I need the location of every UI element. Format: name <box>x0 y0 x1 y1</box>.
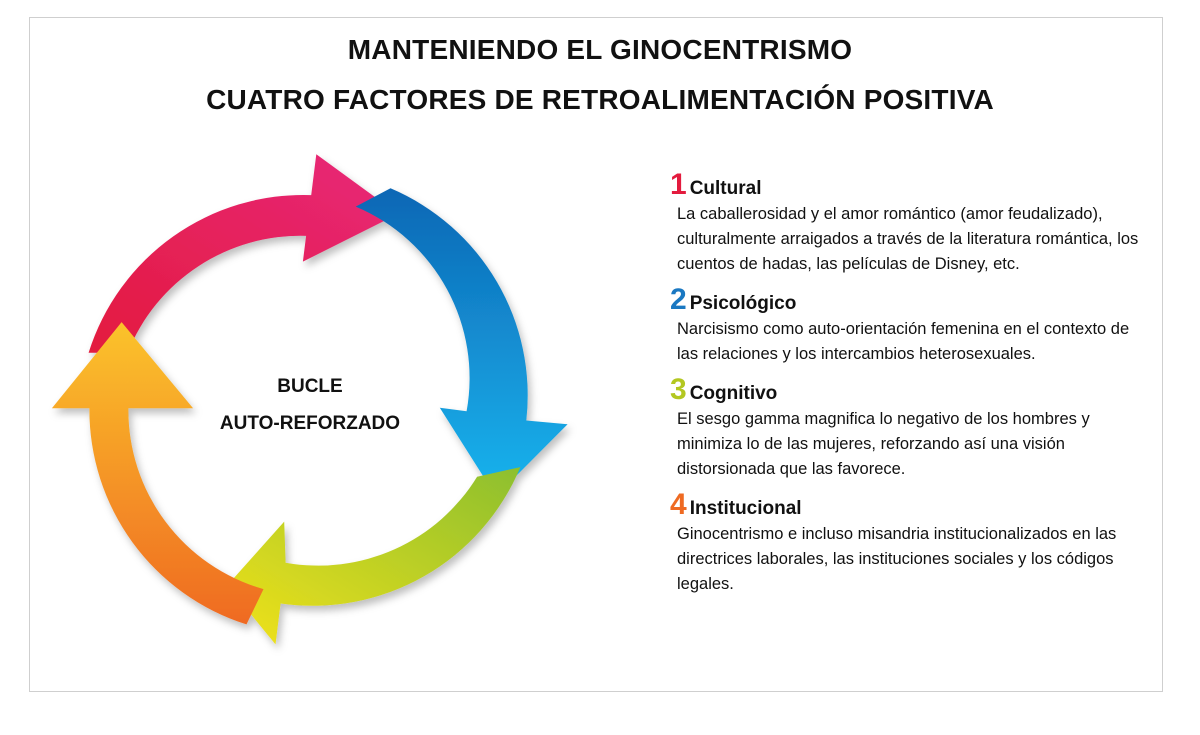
factor-name: Institucional <box>689 498 802 519</box>
factor-item <box>670 375 1150 482</box>
factor-description: Narcisismo como auto-orientación femenina en el contexto de las relaciones y los intercambios heterosexuales. <box>677 320 1130 363</box>
cycle-arrow-blue <box>356 188 568 496</box>
factor-number: 3 <box>670 373 687 406</box>
cycle-arrow-orange <box>52 322 264 624</box>
factor-description: La caballerosidad y el amor romántico (amor feudalizado), culturalmente arraigados a través de la literatura romántica, los cuentos de hadas, las películas de Disney, etc. <box>677 205 1139 273</box>
factor-name: Psicológico <box>689 293 797 314</box>
factor-header <box>670 170 1150 200</box>
cycle-arrow-pink <box>89 154 399 353</box>
factor-item <box>670 490 1150 597</box>
factor-description: Ginocentrismo e incluso misandria institucionalizados en las directrices laborales, las instituciones sociales y los códigos legales. <box>677 525 1117 593</box>
factor-number: 1 <box>670 168 687 201</box>
factor-name: Cultural <box>689 178 762 199</box>
cycle-center-label-1: BUCLE <box>277 376 343 397</box>
cycle-center-label-2: AUTO-REFORZADO <box>219 413 401 434</box>
factor-header <box>670 285 1150 315</box>
factor-number: 2 <box>670 283 687 316</box>
factor-header <box>670 375 1150 405</box>
factor-name: Cognitivo <box>689 383 778 404</box>
title-line-2: CUATRO FACTORES DE RETROALIMENTACIÓN POSITIVA <box>206 84 994 115</box>
factor-item <box>670 285 1150 367</box>
factor-item <box>670 170 1150 277</box>
factor-header <box>670 490 1150 520</box>
factor-number: 4 <box>670 488 687 521</box>
title-line-1: MANTENIENDO EL GINOCENTRISMO <box>347 34 853 65</box>
factor-list <box>670 170 1150 605</box>
factor-description: El sesgo gamma magnifica lo negativo de los hombres y minimiza lo de las mujeres, reforzando así una visión distorsionada que las favorece. <box>677 410 1090 478</box>
cycle-arrow-green <box>227 467 520 644</box>
